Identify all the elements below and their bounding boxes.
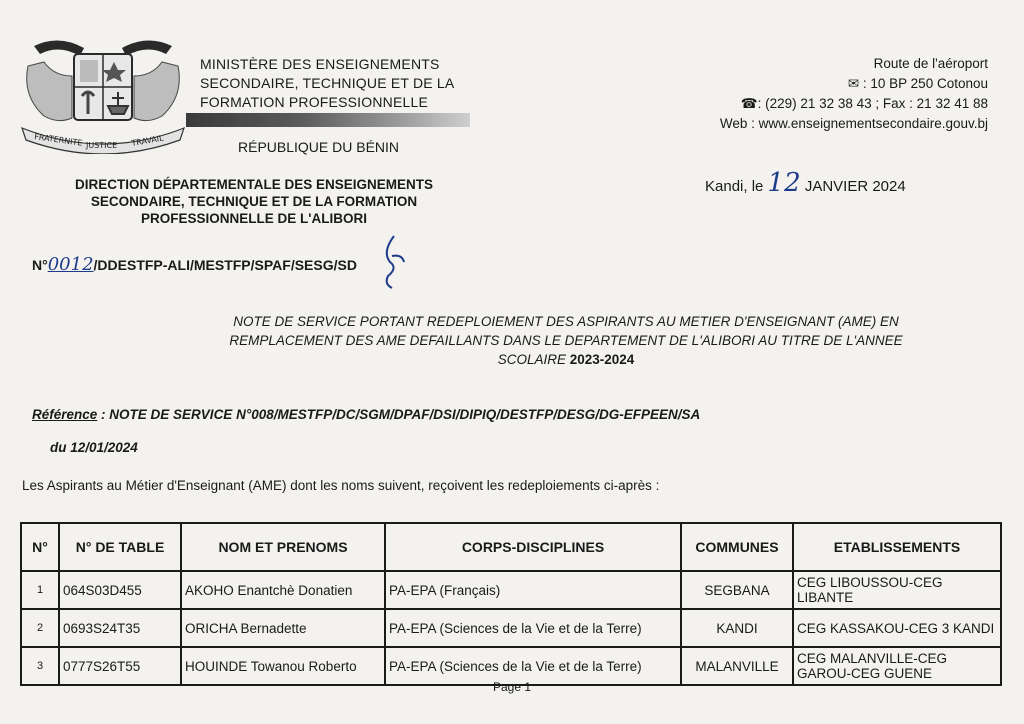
title-line-2: REMPLACEMENT DES AME DEFAILLANTS DANS LE DEPARTEMENT DE L'ALIBORI AU TITRE DE L'ANNEE xyxy=(229,333,903,348)
header-name: NOM ET PRENOMS xyxy=(181,523,385,571)
contact-web: Web : www.enseignementsecondaire.gouv.bj xyxy=(719,116,988,131)
table-header-row xyxy=(21,523,1001,571)
dateline xyxy=(705,168,906,198)
direction-line-1: DIRECTION DÉPARTEMENTALE DES ENSEIGNEMENTS xyxy=(74,177,434,192)
cell-name: ORICHA Bernadette xyxy=(181,609,385,647)
direction-line-2: SECONDAIRE, TECHNIQUE ET DE LA FORMATION xyxy=(90,194,418,209)
contact-po-box xyxy=(720,74,988,94)
dateline-suffix: JANVIER 2024 xyxy=(804,178,906,195)
cell-commune: MALANVILLE xyxy=(681,647,793,685)
cell-table-number: 0693S24T35 xyxy=(59,609,181,647)
cell-table-number: 0777S26T55 xyxy=(59,647,181,685)
dateline-day: 12 xyxy=(767,168,801,198)
coat-of-arms-emblem xyxy=(14,36,192,154)
dateline-prefix: Kandi, le xyxy=(705,178,764,195)
svg-text:TRAVAIL: TRAVAIL xyxy=(130,133,165,148)
ref-number-suffix: /DDESTFP-ALI/MESTFP/SPAF/SESG/SD xyxy=(93,257,357,273)
cell-discipline: PA-EPA (Sciences de la Vie et de la Terre) xyxy=(385,647,681,685)
mailbox-icon: ✉ xyxy=(847,76,860,91)
cell-num: 3 xyxy=(21,647,59,685)
cell-num: 2 xyxy=(21,609,59,647)
reference-line xyxy=(32,407,700,422)
ministry-name xyxy=(200,55,454,112)
phone-icon: ☎ xyxy=(740,96,758,111)
cell-commune: SEGBANA xyxy=(681,571,793,609)
title-line-1: NOTE DE SERVICE PORTANT REDEPLOIEMENT DES ASPIRANTS AU METIER D'ENSEIGNANT (AME) EN xyxy=(233,314,899,329)
header-band xyxy=(186,113,470,127)
republic-name: RÉPUBLIQUE DU BÉNIN xyxy=(238,139,400,155)
header-discipline: CORPS-DISCIPLINES xyxy=(385,523,681,571)
title-year: 2023-2024 xyxy=(569,352,635,367)
ministry-line-2: SECONDAIRE, TECHNIQUE ET DE LA xyxy=(200,75,455,91)
cell-name: HOUINDE Towanou Roberto xyxy=(181,647,385,685)
handwritten-initials xyxy=(372,232,412,292)
cell-establishment: CEG LIBOUSSOU-CEG LIBANTE xyxy=(793,571,1001,609)
redeployment-table xyxy=(20,522,1002,686)
ministry-line-1: MINISTÈRE DES ENSEIGNEMENTS xyxy=(200,56,440,72)
cell-table-number: 064S03D455 xyxy=(59,571,181,609)
cell-name: AKOHO Enantchè Donatien xyxy=(181,571,385,609)
reference-label: Référence xyxy=(32,407,98,422)
ref-number-prefix: N° xyxy=(32,257,48,273)
table-row xyxy=(21,571,1001,609)
ministry-line-3: FORMATION PROFESSIONNELLE xyxy=(200,94,428,110)
header-table-number: N° DE TABLE xyxy=(59,523,181,571)
direction-name xyxy=(44,176,464,227)
reference-text: : NOTE DE SERVICE N°008/MESTFP/DC/SGM/DPAF/DSI/DIPIQ/DESTFP/DESG/DG-EFPEEN/SA xyxy=(97,407,701,422)
header-num: N° xyxy=(21,523,59,571)
reference-number xyxy=(32,254,357,275)
cell-discipline: PA-EPA (Français) xyxy=(385,571,681,609)
svg-text:JUSTICE: JUSTICE xyxy=(86,141,118,150)
table-row xyxy=(21,609,1001,647)
direction-line-3: PROFESSIONNELLE DE L'ALIBORI xyxy=(141,211,367,226)
reference-date: du 12/01/2024 xyxy=(50,440,138,455)
page-number: Page 1 xyxy=(492,680,532,694)
contact-address: Route de l'aéroport xyxy=(873,56,988,71)
header-commune: COMMUNES xyxy=(681,523,793,571)
svg-text:FRATERNITE: FRATERNITE xyxy=(33,132,83,148)
po-box-text: : 10 BP 250 Cotonou xyxy=(862,76,988,91)
phone-text: : (229) 21 32 38 43 ; Fax : 21 32 41 88 xyxy=(757,96,988,111)
intro-paragraph: Les Aspirants au Métier d'Enseignant (AME) dont les noms suivent, reçoivent les redeploiements ci-après : xyxy=(22,478,660,493)
cell-establishment: CEG MALANVILLE-CEG GAROU-CEG GUENE xyxy=(793,647,1001,685)
header-establishment: ETABLISSEMENTS xyxy=(793,523,1001,571)
document-title xyxy=(196,312,936,369)
title-line-3 xyxy=(196,350,936,369)
contact-phone xyxy=(720,94,988,114)
title-line-3-text: SCOLAIRE xyxy=(497,352,566,367)
cell-establishment: CEG KASSAKOU-CEG 3 KANDI xyxy=(793,609,1001,647)
cell-num: 1 xyxy=(21,571,59,609)
cell-discipline: PA-EPA (Sciences de la Vie et de la Terre) xyxy=(385,609,681,647)
ref-number-handwritten: 0012 xyxy=(47,254,94,275)
cell-commune: KANDI xyxy=(681,609,793,647)
contact-block xyxy=(720,54,988,134)
